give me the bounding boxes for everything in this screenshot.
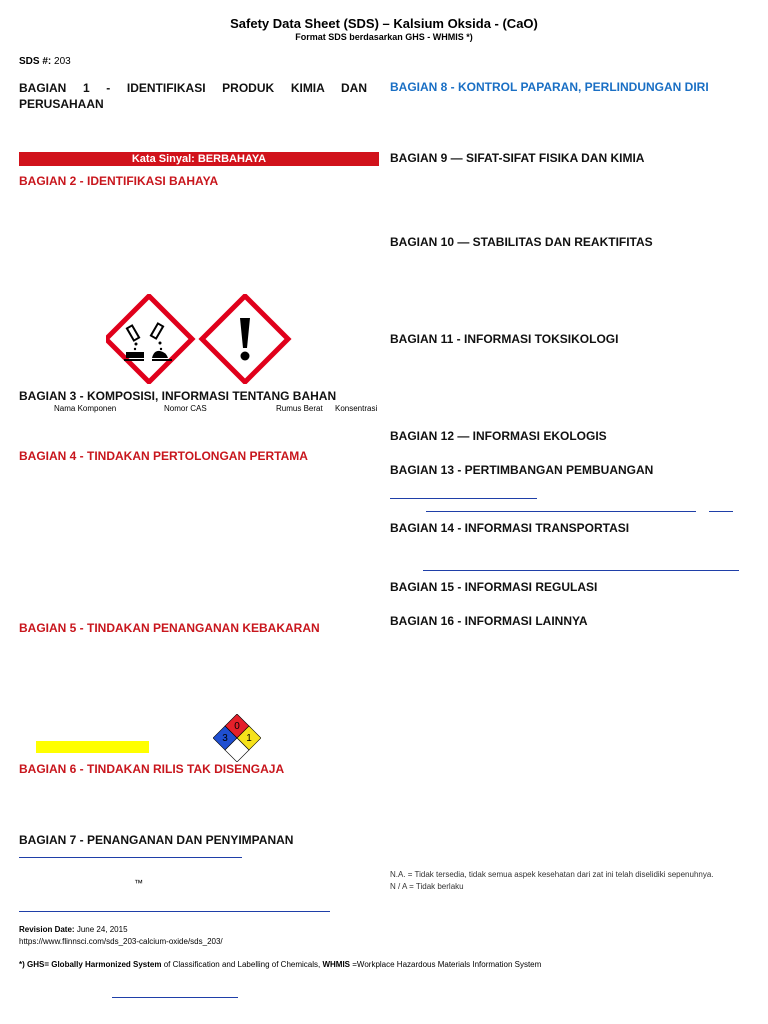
nfpa-instability-value: 1 [246, 733, 252, 744]
link-underline[interactable] [112, 997, 238, 998]
section-6-heading: BAGIAN 6 - TINDAKAN RILIS TAK DISENGAJA [19, 762, 285, 776]
column-component-name: Nama Komponen [54, 404, 117, 413]
sds-number [19, 56, 71, 67]
link-underline[interactable] [709, 511, 733, 512]
trademark-symbol: ™ [134, 878, 143, 888]
section-5-heading: BAGIAN 5 - TINDAKAN PENANGANAN KEBAKARAN [19, 621, 320, 635]
corrosion-pictogram-icon [106, 296, 192, 382]
nfpa-flammability-value: 0 [234, 721, 240, 732]
section-8-heading: BAGIAN 8 - KONTROL PAPARAN, PERLINDUNGAN DIRI [390, 80, 709, 94]
yellow-highlight-bar [36, 741, 149, 753]
column-concentration: Konsentrasi [335, 404, 378, 413]
section-10-heading: BAGIAN 10 — STABILITAS DAN REAKTIFITAS [390, 235, 653, 249]
revision-date-label: Revision Date: [19, 925, 75, 934]
link-underline[interactable] [19, 857, 242, 858]
link-underline[interactable] [19, 911, 330, 912]
link-underline[interactable] [426, 511, 696, 512]
note-not-applicable: N / A = Tidak berlaku [390, 882, 464, 891]
column-formula-weight: Rumus Berat [276, 404, 323, 413]
note-not-available: N.A. = Tidak tersedia, tidak semua aspek kesehatan dari zat ini telah diselidiki sepenuhnya. [390, 870, 714, 879]
section-7-heading: BAGIAN 7 - PENANGANAN DAN PENYIMPANAN [19, 833, 294, 847]
ghs-label: *) GHS= Globally Harmonized System [19, 960, 162, 969]
ghs-pictograms [106, 294, 296, 384]
exclamation-pictogram-icon [202, 296, 288, 382]
revision-date [19, 925, 128, 934]
ghs-text: of Classification and Labelling of Chemicals, [161, 960, 323, 969]
column-cas-number: Nomor CAS [164, 404, 207, 413]
ghs-footnote [19, 960, 541, 969]
section-9-heading: BAGIAN 9 — SIFAT-SIFAT FISIKA DAN KIMIA [390, 151, 645, 165]
section-1-heading: BAGIAN 1 - IDENTIFIKASI PRODUK KIMIA DAN PERUSAHAAN [19, 81, 367, 111]
section-13-heading: BAGIAN 13 - PERTIMBANGAN PEMBUANGAN [390, 463, 654, 477]
section-15-heading: BAGIAN 15 - INFORMASI REGULASI [390, 580, 598, 594]
section-14-heading: BAGIAN 14 - INFORMASI TRANSPORTASI [390, 521, 630, 535]
whmis-text: =Workplace Hazardous Materials Information System [350, 960, 542, 969]
whmis-label: WHMIS [322, 960, 351, 969]
source-url[interactable]: https://www.flinnsci.com/sds_203-calcium-oxide/sds_203/ [19, 937, 223, 946]
nfpa-diamond-icon [213, 714, 261, 762]
section-3-heading: BAGIAN 3 - KOMPOSISI, INFORMASI TENTANG BAHAN [19, 389, 337, 403]
signal-word-banner: Kata Sinyal: BERBAHAYA [19, 152, 379, 166]
nfpa-health-value: 3 [222, 733, 228, 744]
section-11-heading: BAGIAN 11 - INFORMASI TOKSIKOLOGI [390, 332, 619, 346]
sds-number-value: 203 [54, 56, 71, 67]
document-title: Safety Data Sheet (SDS) – Kalsium Oksida - (CaO) [230, 16, 538, 31]
link-underline[interactable] [423, 570, 739, 571]
section-4-heading: BAGIAN 4 - TINDAKAN PERTOLONGAN PERTAMA [19, 449, 308, 463]
sds-number-label: SDS #: [19, 56, 52, 67]
revision-date-value: June 24, 2015 [76, 925, 128, 934]
section-12-heading: BAGIAN 12 — INFORMASI EKOLOGIS [390, 429, 607, 443]
section-2-heading: BAGIAN 2 - IDENTIFIKASI BAHAYA [19, 174, 219, 188]
link-underline[interactable] [390, 498, 537, 499]
document-subtitle: Format SDS berdasarkan GHS - WHMIS *) [295, 32, 473, 42]
section-16-heading: BAGIAN 16 - INFORMASI LAINNYA [390, 614, 588, 628]
composition-column-headers [54, 404, 394, 416]
